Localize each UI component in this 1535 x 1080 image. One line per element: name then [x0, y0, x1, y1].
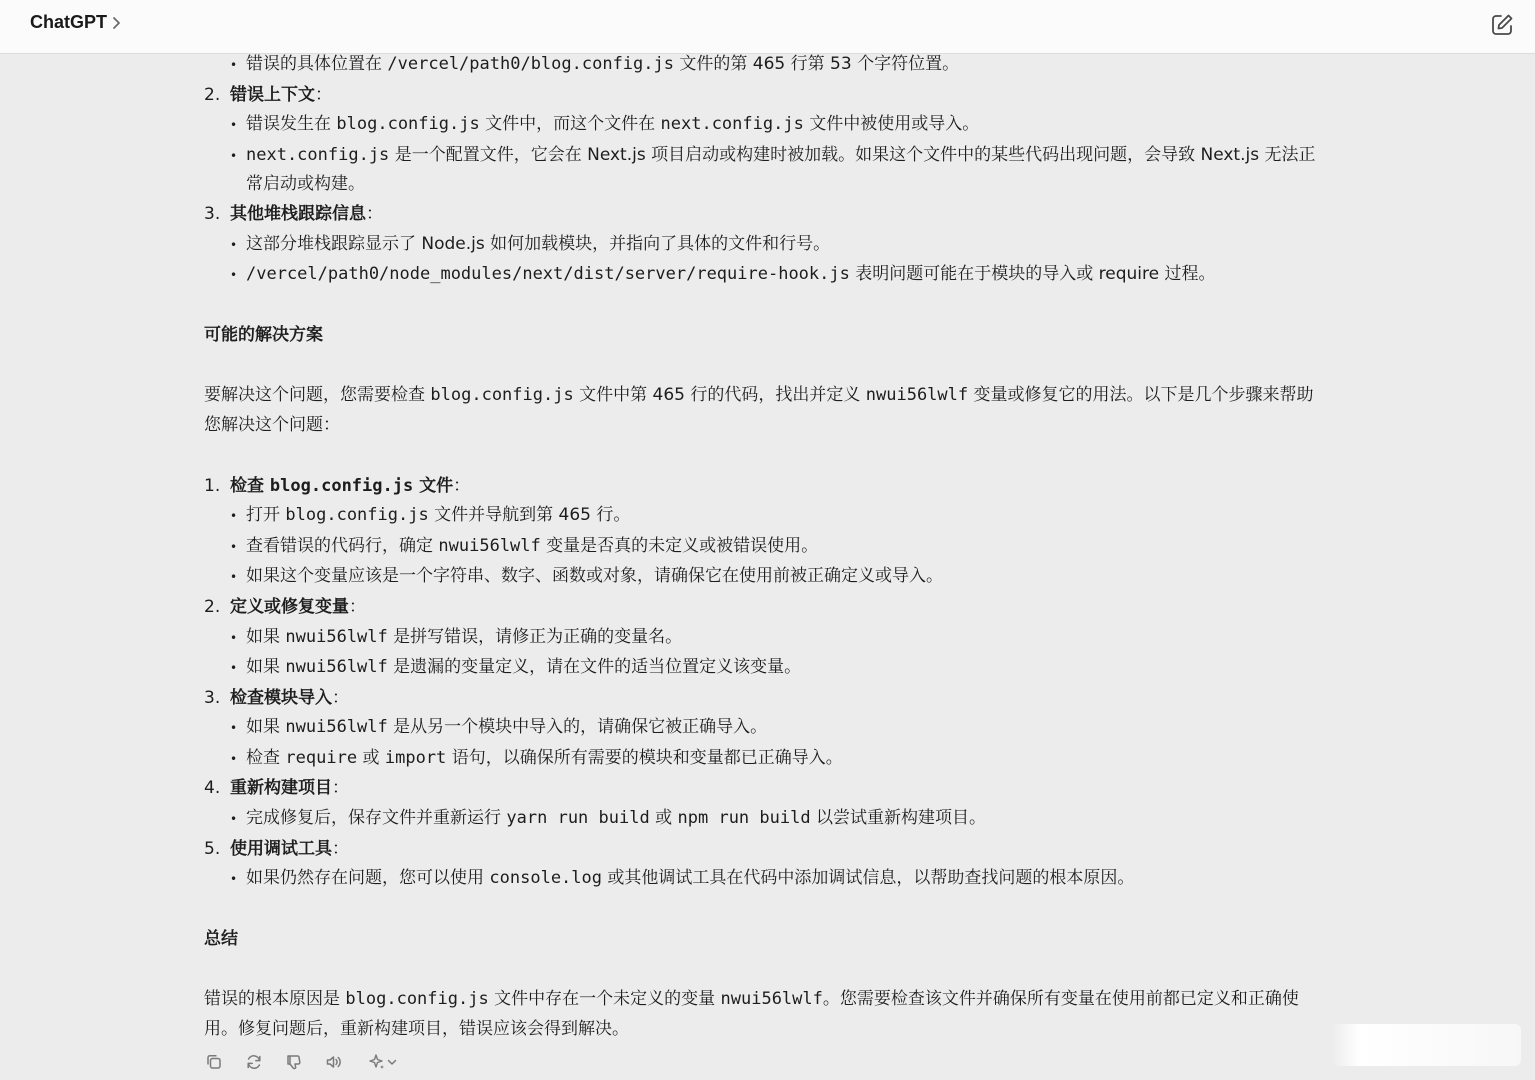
inline-code: nwui56lwlf — [285, 626, 388, 647]
list-item: 2. 错误上下文： — [204, 81, 1324, 111]
list-item: 3. 其他堆栈跟踪信息： — [204, 200, 1324, 230]
chevron-right-icon — [111, 16, 121, 30]
list-item: 3. 检查模块导入： — [204, 684, 1324, 714]
compose-icon — [1490, 13, 1514, 37]
list-item: • /vercel/path0/node_modules/next/dist/server/require-hook.js 表明问题可能在于模块的导入或 require 过程。 — [204, 260, 1324, 291]
list-number: 2. — [204, 596, 221, 617]
inline-code: /vercel/path0/blog.config.js — [387, 54, 674, 74]
list-item — [204, 50, 1324, 81]
text: 错误的具体位置在 — [246, 54, 388, 74]
list-item: 5. 使用调试工具： — [204, 835, 1324, 865]
assistant-message — [204, 28, 1324, 1045]
bullet — [230, 562, 246, 593]
list-item: • next.config.js 是一个配置文件，它会在 Next.js 项目启动或构建时被加载。如果这个文件中的某些代码出现问题，会导致 Next.js 无法正常启动或构建。 — [204, 141, 1324, 200]
bullet — [230, 532, 246, 563]
list-title: 使用调试工具 — [230, 838, 332, 859]
model-selector[interactable] — [30, 12, 121, 33]
paragraph: 要解决这个问题，您需要检查 blog.config.js 文件中第 465 行的代码，找出并定义 nwui56lwlf 变量或修复它的用法。以下是几个步骤来帮助您解决这个问题： — [204, 385, 1314, 435]
list-title: 检查模块导入 — [230, 687, 332, 708]
list-number: 3. — [204, 687, 221, 708]
regenerate-icon — [245, 1053, 263, 1071]
list-item: 1. 检查 blog.config.js 文件： — [204, 472, 1324, 502]
list-item: 2. 定义或修复变量： — [204, 593, 1324, 623]
read-aloud-icon — [325, 1053, 343, 1071]
inline-code: nwui56lwlf — [438, 535, 541, 556]
list-item: • 错误发生在 blog.config.js 文件中，而这个文件在 next.config.js 文件中被使用或导入。 — [204, 110, 1324, 141]
bullet — [230, 744, 246, 775]
copy-button[interactable] — [204, 1052, 224, 1072]
sparkle-icon — [368, 1053, 386, 1071]
list-item: • 如果仍然存在问题，您可以使用 console.log 或其他调试工具在代码中添加调试信息，以帮助查找问题的根本原因。 — [204, 864, 1324, 895]
inline-code: npm run build — [677, 808, 811, 829]
inline-code: blog.config.js — [285, 505, 429, 526]
inline-code: next.config.js — [246, 144, 390, 165]
inline-code: console.log — [489, 868, 602, 889]
inline-code: import — [384, 747, 447, 768]
list-title: 重新构建项目 — [230, 778, 332, 799]
model-switch-button[interactable] — [364, 1052, 402, 1072]
bullet — [230, 804, 246, 835]
thumbs-down-icon — [285, 1053, 303, 1071]
list-item: • 完成修复后，保存文件并重新运行 yarn run build 或 npm run build 以尝试重新构建项目。 — [204, 804, 1324, 835]
bullet — [230, 50, 246, 81]
list-item: • 这部分堆栈跟踪显示了 Node.js 如何加载模块，并指向了具体的文件和行号。 — [204, 230, 1324, 261]
list-number: 1. — [204, 475, 221, 496]
bullet — [230, 623, 246, 654]
list-item: • 如果 nwui56lwlf 是从另一个模块中导入的，请确保它被正确导入。 — [204, 713, 1324, 744]
list-title: 错误上下文 — [230, 84, 315, 105]
inline-code: next.config.js — [660, 114, 804, 135]
bullet — [230, 260, 246, 291]
read-aloud-button[interactable] — [324, 1052, 344, 1072]
list-title: 其他堆栈跟踪信息 — [230, 203, 366, 224]
scroll-fade — [1331, 1024, 1521, 1066]
inline-code: require — [285, 747, 358, 768]
inline-code: blog.config.js — [430, 385, 574, 406]
bullet — [230, 653, 246, 684]
inline-code: blog.config.js — [336, 114, 480, 135]
app-title: ChatGPT — [30, 12, 108, 32]
list-item: • 查看错误的代码行，确定 nwui56lwlf 变量是否真的未定义或被错误使用。 — [204, 532, 1324, 563]
list-item: • 如果这个变量应该是一个字符串、数字、函数或对象，请确保它在使用前被正确定义或导入。 — [204, 562, 1324, 593]
inline-code: /vercel/path0/node_modules/next/dist/server/require-hook.js — [246, 264, 850, 285]
list-title: 检查 blog.config.js 文件 — [230, 475, 454, 496]
list-item: • 如果 nwui56lwlf 是拼写错误，请修正为正确的变量名。 — [204, 623, 1324, 654]
list-number: 3. — [204, 203, 221, 224]
text: 文件的第 465 行第 53 个字符位置。 — [673, 54, 960, 74]
list-item: • 如果 nwui56lwlf 是遗漏的变量定义，请在文件的适当位置定义该变量。 — [204, 653, 1324, 684]
top-bar — [0, 0, 1535, 54]
list-number: 2. — [204, 84, 221, 105]
regenerate-button[interactable] — [244, 1052, 264, 1072]
thumbs-down-button[interactable] — [284, 1052, 304, 1072]
message-actions — [204, 1052, 402, 1072]
bullet — [230, 230, 246, 261]
bullet — [230, 141, 246, 200]
inline-code: nwui56lwlf — [720, 989, 823, 1010]
inline-code: nwui56lwlf — [285, 657, 388, 678]
bullet — [230, 713, 246, 744]
list-title: 定义或修复变量 — [230, 596, 349, 617]
bullet — [230, 864, 246, 895]
chevron-down-icon — [386, 1056, 398, 1068]
new-chat-button[interactable] — [1487, 10, 1517, 40]
paragraph: 错误的根本原因是 blog.config.js 文件中存在一个未定义的变量 nwui56lwlf。您需要检查该文件并确保所有变量在使用前都已定义和正确使用。修复问题后，重新构建项目，错误应该会得到解决。 — [204, 989, 1299, 1040]
list-item: • 打开 blog.config.js 文件并导航到第 465 行。 — [204, 501, 1324, 532]
inline-code: yarn run build — [506, 808, 650, 829]
inline-code: blog.config.js — [269, 475, 414, 496]
bullet — [230, 501, 246, 532]
bullet — [230, 110, 246, 141]
list-number: 4. — [204, 778, 221, 799]
section-heading: 总结 — [204, 928, 238, 949]
inline-code: nwui56lwlf — [285, 717, 388, 738]
inline-code: blog.config.js — [345, 989, 489, 1010]
section-heading: 可能的解决方案 — [204, 324, 323, 345]
inline-code: nwui56lwlf — [865, 385, 969, 406]
list-item: • 检查 require 或 import 语句，以确保所有需要的模块和变量都已正确导入。 — [204, 744, 1324, 775]
list-number: 5. — [204, 838, 221, 859]
list-item: 4. 重新构建项目： — [204, 774, 1324, 804]
copy-icon — [205, 1053, 223, 1071]
